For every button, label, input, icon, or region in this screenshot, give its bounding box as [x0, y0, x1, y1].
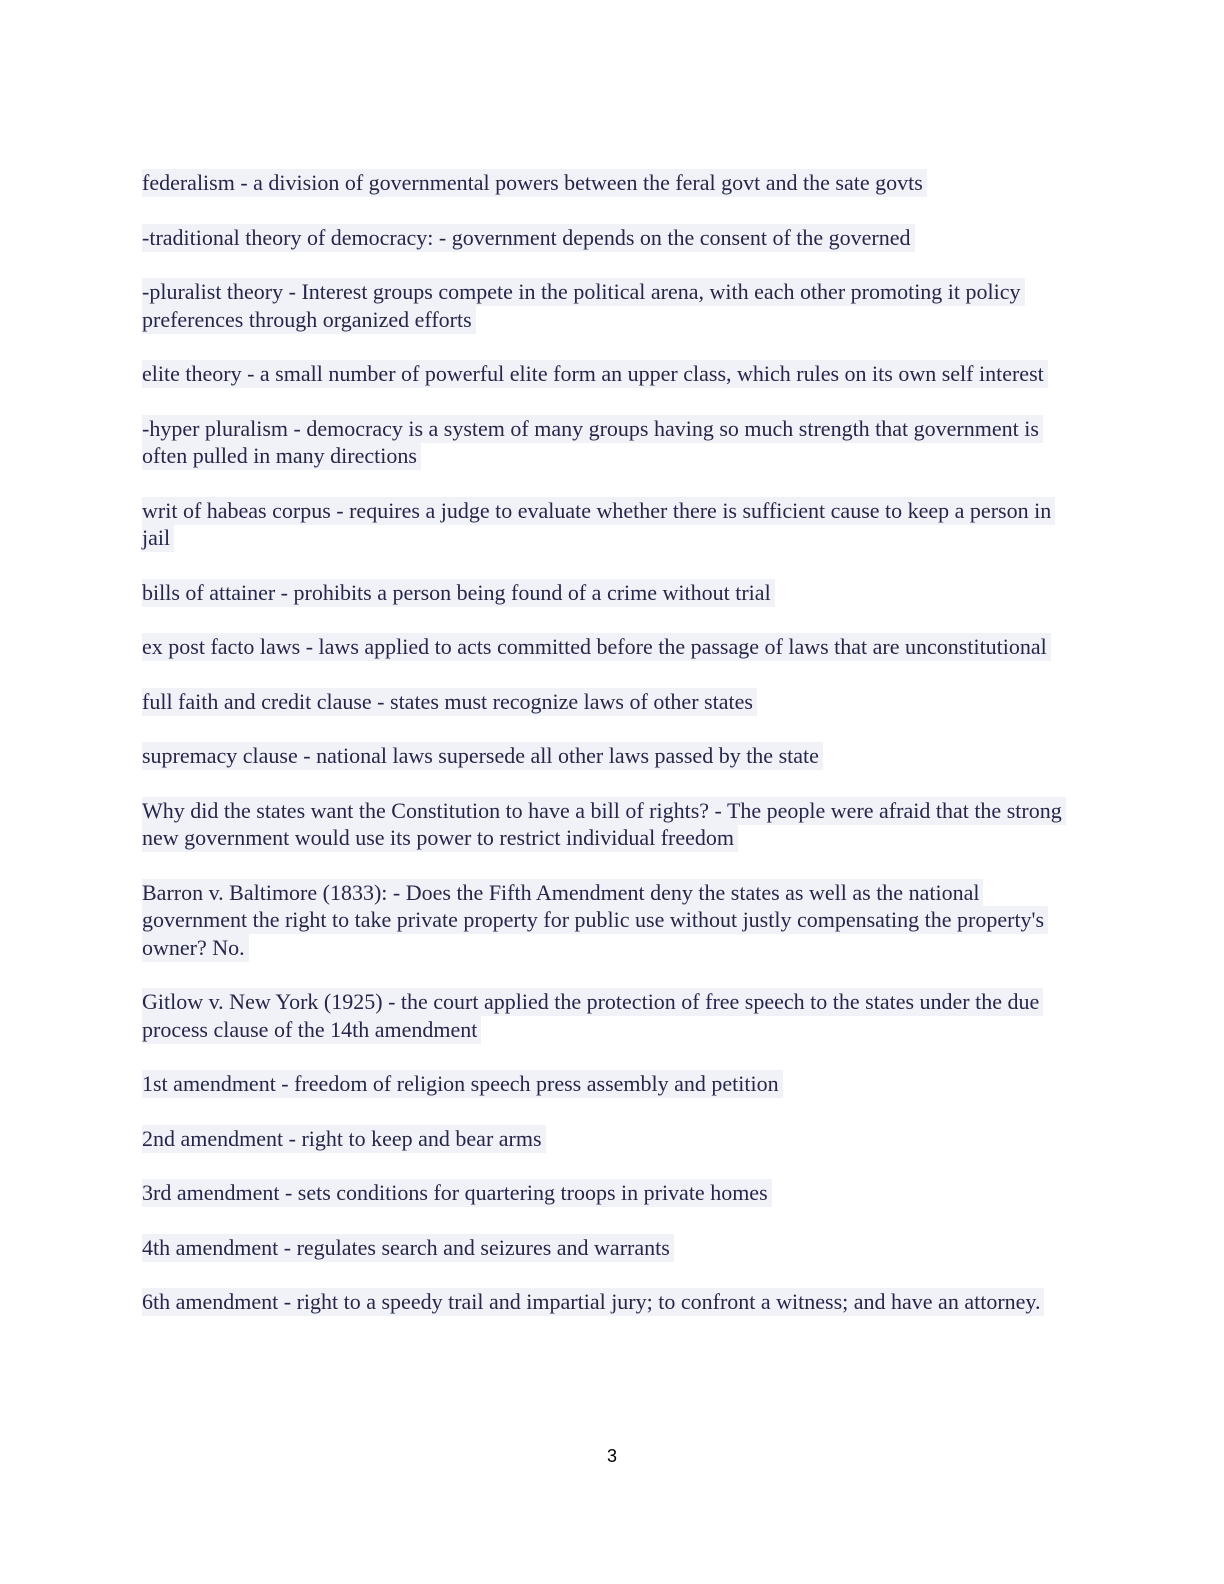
entry-federalism: [142, 169, 1062, 197]
entry-text: 3rd amendment - sets conditions for quartering troops in private homes: [142, 1179, 772, 1207]
entry-text: supremacy clause - national laws supersede all other laws passed by the state: [142, 742, 823, 770]
entry-1st-amendment: [142, 1070, 1062, 1098]
entry-text: bills of attainer - prohibits a person being found of a crime without trial: [142, 579, 775, 607]
entry-elite-theory: [142, 360, 1062, 388]
entry-gitlow-v-new-york: [142, 988, 1062, 1043]
entry-hyper-pluralism: [142, 415, 1062, 470]
entry-text: ex post facto laws - laws applied to acts committed before the passage of laws that are unconstitutional: [142, 633, 1051, 661]
entry-text: Gitlow v. New York (1925) - the court applied the protection of free speech to the states under the due process clause of the 14th amendment: [142, 988, 1043, 1044]
entry-text: -hyper pluralism - democracy is a system of many groups having so much strength that government is often pulled in many directions: [142, 415, 1043, 471]
entry-supremacy-clause: [142, 742, 1062, 770]
entry-list: [142, 169, 1062, 1343]
entry-text: Barron v. Baltimore (1833): - Does the Fifth Amendment deny the states as well as the national government the right to take private property for public use without justly compensating the property's owner? No.: [142, 879, 1048, 962]
entry-text: full faith and credit clause - states must recognize laws of other states: [142, 688, 757, 716]
entry-4th-amendment: [142, 1234, 1062, 1262]
entry-6th-amendment: [142, 1288, 1062, 1316]
entry-text: 4th amendment - regulates search and seizures and warrants: [142, 1234, 674, 1262]
entry-ex-post-facto: [142, 633, 1062, 661]
entry-text: -traditional theory of democracy: - government depends on the consent of the governed: [142, 224, 915, 252]
entry-full-faith-credit: [142, 688, 1062, 716]
entry-bill-of-rights-question: [142, 797, 1062, 852]
entry-text: federalism - a division of governmental powers between the feral govt and the sate govts: [142, 169, 927, 197]
entry-text: 6th amendment - right to a speedy trail and impartial jury; to confront a witness; and have an attorney.: [142, 1288, 1044, 1316]
entry-text: 1st amendment - freedom of religion speech press assembly and petition: [142, 1070, 783, 1098]
entry-text: 2nd amendment - right to keep and bear arms: [142, 1125, 546, 1153]
entry-traditional-theory: [142, 224, 1062, 252]
entry-habeas-corpus: [142, 497, 1062, 552]
entry-text: -pluralist theory - Interest groups compete in the political arena, with each other promoting it policy preferences through organized efforts: [142, 278, 1025, 334]
page-number: 3: [606, 1446, 617, 1466]
entry-pluralist-theory: [142, 278, 1062, 333]
entry-bills-of-attainer: [142, 579, 1062, 607]
entry-3rd-amendment: [142, 1179, 1062, 1207]
entry-text: elite theory - a small number of powerful elite form an upper class, which rules on its own self interest: [142, 360, 1048, 388]
entry-text: writ of habeas corpus - requires a judge to evaluate whether there is sufficient cause to keep a person in jail: [142, 497, 1055, 553]
entry-2nd-amendment: [142, 1125, 1062, 1153]
entry-barron-v-baltimore: [142, 879, 1062, 962]
entry-text: Why did the states want the Constitution to have a bill of rights? - The people were afraid that the strong new government would use its power to restrict individual freedom: [142, 797, 1066, 853]
